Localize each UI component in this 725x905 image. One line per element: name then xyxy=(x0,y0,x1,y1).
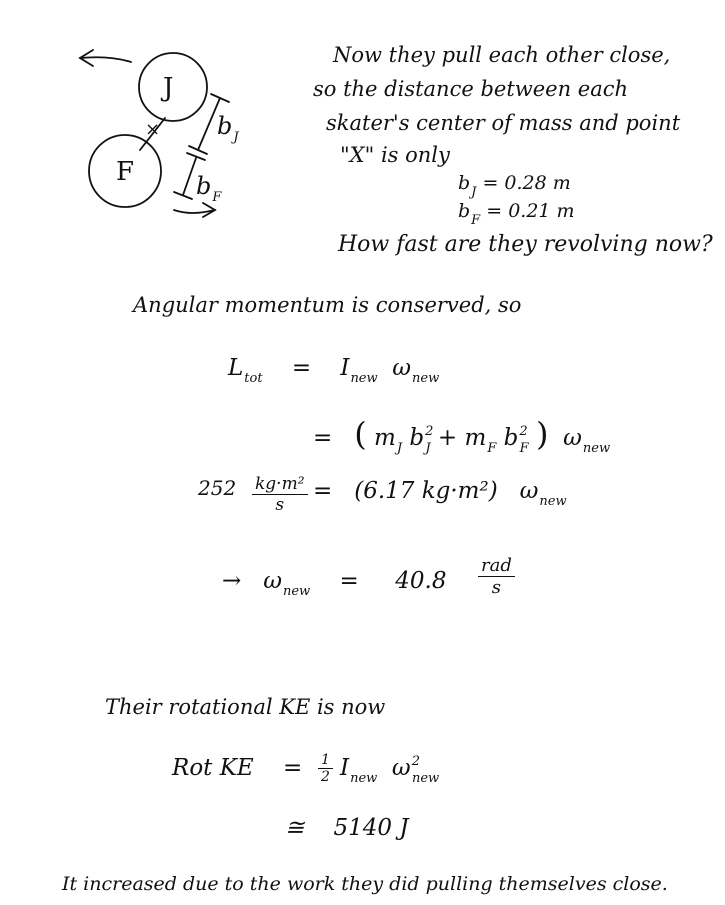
motion-arrow-top xyxy=(80,57,131,62)
energy-statement: Their rotational KE is now xyxy=(105,695,386,719)
intro-line-4: "X" is only xyxy=(340,143,450,167)
momentum-eq-2: = ( $m_J$ $b^2_J + m_F$ $b^2_F$ ) $\omega_{new}$ xyxy=(313,415,611,456)
energy-eq-2: ≅ 5140 J xyxy=(285,815,409,841)
intro-line-3: skater's center of mass and point xyxy=(326,111,681,135)
dimension-line-bf xyxy=(183,158,196,195)
intro-line-1: Now they pull each other close, xyxy=(333,43,671,67)
bj-value: $b_J = 0.28$ m xyxy=(458,172,571,200)
momentum-result-units: rad s xyxy=(478,555,515,598)
skater-f-label: F xyxy=(116,157,135,187)
momentum-eq-3-units: $\frac{\text{kg·m²}}{s}$ xyxy=(252,474,308,515)
arm-j-label: $b_J$ xyxy=(217,112,239,145)
question-text: How fast are they revolving now? xyxy=(338,232,713,257)
implies-arrow: → xyxy=(222,568,242,594)
skater-j-label: J xyxy=(163,73,174,103)
point-x-mark: × xyxy=(145,119,161,140)
bf-value: $b_F = 0.21$ m xyxy=(458,200,575,228)
momentum-statement: Angular momentum is conserved, so xyxy=(133,293,522,317)
momentum-eq-3-rhs: = (6.17 kg·m²) $\omega_{new}$ xyxy=(313,478,567,509)
momentum-eq-1: $L_{tot}$ = $I_{new}$ $\omega_{new}$ xyxy=(228,355,440,386)
energy-eq-1: Rot KE = xyxy=(172,755,303,781)
conclusion-text: It increased due to the work they did pulling themselves close. xyxy=(62,873,668,895)
energy-eq-1-rhs: $I_{new}$ $\omega^2_{new}$ xyxy=(340,754,440,786)
momentum-eq-3-lhs: 252 xyxy=(198,476,237,500)
intro-line-2: so the distance between each xyxy=(313,77,629,101)
arm-f-label: $b_F$ xyxy=(196,172,222,205)
momentum-result: → $\omega_{new}$ = 40.8 xyxy=(222,568,447,599)
energy-half-fraction: $\frac{1}{2}$ xyxy=(318,752,333,785)
